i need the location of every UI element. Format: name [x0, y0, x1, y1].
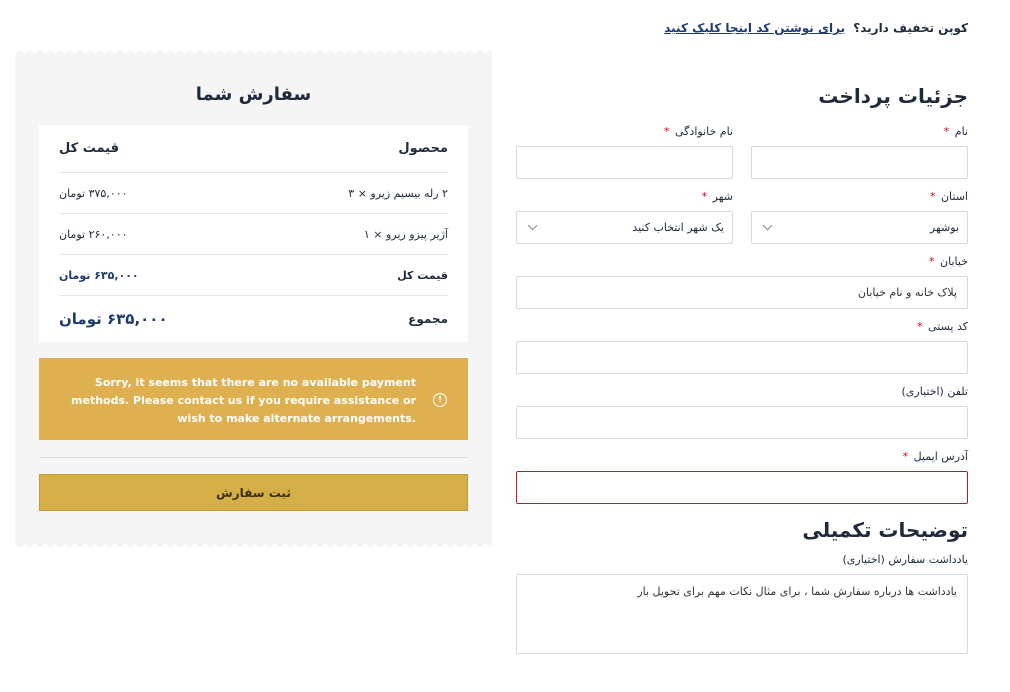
first-name-label: نام *	[943, 125, 968, 138]
table-row	[59, 173, 448, 214]
total-row	[59, 296, 448, 341]
item-price: ۳۷۵,۰۰۰ تومان	[59, 186, 128, 200]
first-name-input[interactable]	[751, 146, 968, 179]
order-table	[39, 125, 468, 342]
required-marker: *	[664, 125, 670, 138]
city-field	[516, 189, 733, 244]
order-summary-panel	[15, 54, 492, 544]
order-notes-field	[516, 552, 968, 658]
coupon-link[interactable]: برای نوشتن کد اینجا کلیک کنید	[664, 21, 846, 35]
phone-label: تلفن (اختیاری)	[901, 385, 968, 398]
divider	[39, 457, 468, 458]
order-title: سفارش شما	[195, 84, 312, 105]
state-select[interactable]	[751, 211, 968, 244]
subtotal-label: قیمت کل	[397, 268, 448, 282]
state-label: استان *	[929, 190, 968, 203]
required-marker: *	[929, 255, 935, 268]
first-name-field	[751, 124, 968, 179]
coupon-notice	[664, 21, 968, 35]
postcode-label: کد پستی *	[917, 320, 968, 333]
additional-info-title: توضیحات تکمیلی	[802, 518, 968, 542]
required-marker: *	[929, 190, 936, 203]
state-field	[751, 189, 968, 244]
column-total: قیمت کل	[59, 141, 119, 156]
payment-notice	[39, 358, 468, 440]
city-select[interactable]	[516, 211, 733, 244]
coupon-question: کوپن تخفیف دارید؟	[853, 21, 968, 35]
item-name: ۲ رله بیسیم زیرو × ۳	[348, 186, 448, 200]
item-price: ۲۶۰,۰۰۰ تومان	[59, 227, 128, 241]
last-name-label: نام خانوادگی *	[664, 125, 733, 138]
chevron-down-icon	[763, 221, 773, 231]
phone-field	[516, 384, 968, 439]
required-marker: *	[701, 190, 708, 203]
email-label: آدرس ایمیل *	[902, 450, 968, 463]
place-order-button[interactable]: ثبت سفارش	[39, 474, 468, 511]
city-label: شهر *	[701, 190, 733, 203]
order-notes-textarea[interactable]	[516, 574, 968, 654]
info-icon: !	[433, 393, 447, 407]
postcode-input[interactable]	[516, 341, 968, 374]
required-marker: *	[943, 125, 950, 138]
billing-title: جزئیات پرداخت	[818, 84, 968, 108]
last-name-input[interactable]	[516, 146, 733, 179]
subtotal-value: ۶۳۵,۰۰۰ تومان	[59, 268, 139, 282]
last-name-field	[516, 124, 733, 179]
chevron-down-icon	[528, 221, 538, 231]
postcode-field	[516, 319, 968, 374]
required-marker: *	[917, 320, 923, 333]
item-name: آژیر پیزو زیرو × ۱	[363, 227, 448, 241]
billing-form	[516, 78, 968, 658]
column-product: محصول	[398, 141, 448, 156]
email-field	[516, 449, 968, 504]
state-selected-value: بوشهر	[929, 221, 959, 234]
city-selected-value: یک شهر انتخاب کنید	[632, 221, 724, 234]
table-row	[59, 214, 448, 255]
subtotal-row	[59, 255, 448, 296]
order-notes-label: یادداشت سفارش (اختیاری)	[842, 553, 968, 566]
order-table-header	[59, 125, 448, 173]
street-field	[516, 254, 968, 309]
zigzag-edge-bottom	[15, 543, 492, 549]
payment-notice-text: Sorry, it seems that there are no available payment methods. Please contact us if you require assistance or wish to make alternate arrangements.	[71, 376, 416, 425]
street-label: خیابان *	[929, 255, 968, 268]
email-input[interactable]	[516, 471, 968, 504]
phone-input[interactable]	[516, 406, 968, 439]
street-input[interactable]	[516, 276, 968, 309]
zigzag-edge-top	[15, 49, 492, 55]
total-label: مجموع	[408, 311, 448, 326]
required-marker: *	[902, 450, 909, 463]
total-value: ۶۳۵,۰۰۰ تومان	[59, 309, 168, 328]
